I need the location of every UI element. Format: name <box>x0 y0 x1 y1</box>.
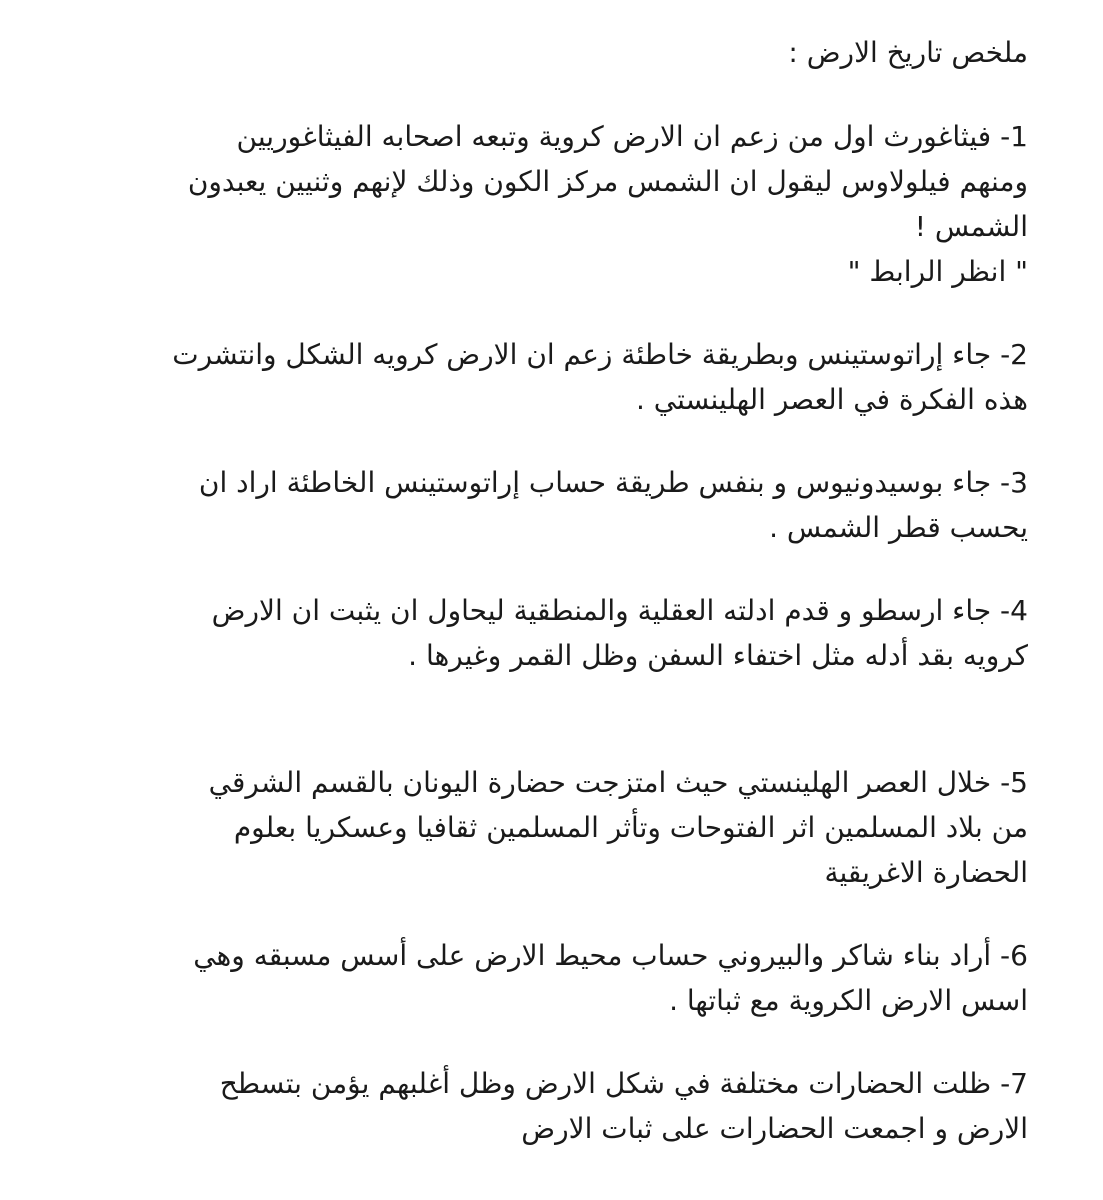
paragraph-spacer <box>75 1023 1028 1061</box>
document-title: ملخص تاريخ الارض : <box>788 36 1028 69</box>
paragraph-4: 4- جاء ارسطو و قدم ادلته العقلية والمنطقية ليحاول ان يثبت ان الارض كرويه بقد أدله مثل اختفاء السفن وظل القمر وغيرها . <box>211 594 1028 672</box>
paragraph-spacer <box>75 550 1028 588</box>
paragraph-spacer <box>75 895 1028 933</box>
paragraph-spacer <box>75 294 1028 332</box>
paragraph-spacer <box>75 678 1028 760</box>
paragraph-5: 5- خلال العصر الهلينستي حيث امتزجت حضارة اليونان بالقسم الشرقي من بلاد المسلمين اثر الفتوحات وتأثر المسلمين ثقافيا وعسكريا بعلوم الحضارة الاغريقية <box>208 766 1028 889</box>
paragraph-spacer <box>75 422 1028 460</box>
paragraph-1: 1- فيثاغورث اول من زعم ان الارض كروية وتبعه اصحابه الفيثاغوريين ومنهم فيلولاوس ليقول ان الشمس مركز الكون وذلك لإنهم وثنيين يعبدون الشمس ! " انظر الرابط " <box>187 120 1028 288</box>
paragraph-6: 6- أراد بناء شاكر والبيروني حساب محيط الارض على أسس مسبقه وهي اسس الارض الكروية مع ثباتها . <box>193 939 1028 1017</box>
paragraph-3: 3- جاء بوسيدونيوس و بنفس طريقة حساب إراتوستينس الخاطئة اراد ان يحسب قطر الشمس . <box>198 466 1028 544</box>
paragraph-7: 7- ظلت الحضارات مختلفة في شكل الارض وظل أغلبهم يؤمن بتسطح الارض و اجمعت الحضارات على ثبات الارض <box>219 1067 1028 1145</box>
paragraph-2: 2- جاء إراتوستينس وبطريقة خاطئة زعم ان الارض كرويه الشكل وانتشرت هذه الفكرة في العصر الهلينستي . <box>172 338 1028 416</box>
